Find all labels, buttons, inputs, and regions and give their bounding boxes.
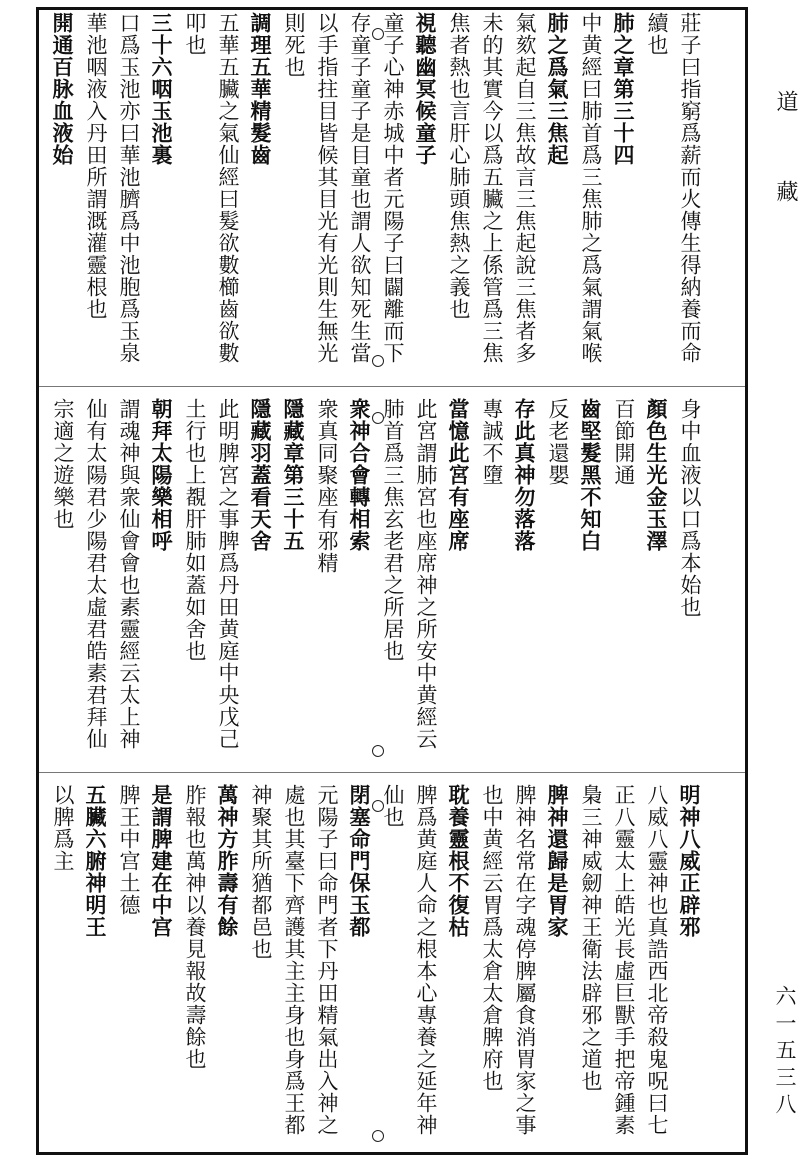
verse-heading-column: 當憶此宮有座席 [446, 398, 471, 552]
punch-hole-marker [372, 1130, 384, 1142]
commentary-column: 百節開通 [612, 398, 636, 486]
panel-divider-1 [39, 386, 745, 387]
commentary-column: 以脾爲主 [51, 784, 75, 872]
commentary-column: 脾爲黄庭人命之根本心專養之延年神 [414, 784, 438, 1136]
verse-heading-column: 五臟六腑神明王 [83, 784, 108, 938]
text-panel-middle [44, 398, 706, 770]
commentary-column: 未的其實今以爲五臟之上係管爲三焦 [480, 12, 504, 364]
verse-heading-column: 衆神合會轉相索 [347, 398, 372, 552]
verse-heading-column: 開通百脉血液始 [50, 12, 75, 166]
commentary-column: 正八靈太上皓光長虛巨獸手把帝鍾素 [612, 784, 636, 1136]
verse-heading-column: 朝拜太陽樂相呼 [149, 398, 174, 552]
commentary-column: 謂魂神與衆仙會會也素靈經云太上神 [117, 398, 141, 750]
verse-heading-column: 肺之章第三十四 [611, 12, 636, 166]
commentary-column: 續也 [645, 12, 669, 56]
commentary-column: 梟三神威劒神王衛法辟邪之道也 [579, 784, 603, 1092]
side-label-dao: 道 [773, 90, 798, 122]
verse-heading-column: 脾神還歸是胃家 [545, 784, 570, 938]
commentary-column: 五華五臟之氣仙經曰髮欲數櫛齒欲數 [216, 12, 240, 364]
commentary-column: 此宮謂肺宮也座席神之所安中黄經云 [414, 398, 438, 750]
commentary-column: 八威八靈神也真誥西北帝殺鬼呪曰七 [645, 784, 669, 1136]
commentary-column: 處也其臺下齊護其主主身也身爲王都 [282, 784, 306, 1136]
verse-heading-column: 存此真神勿落落 [512, 398, 537, 552]
verse-heading-column: 隱藏章第三十五 [281, 398, 306, 552]
verse-heading-column: 顏色生光金玉澤 [644, 398, 669, 552]
commentary-column: 衆真同聚座有邪精 [315, 398, 339, 574]
punch-hole-marker [372, 745, 384, 757]
punch-hole-marker [372, 355, 384, 367]
commentary-column: 胙報也萬神以養見報故壽餘也 [183, 784, 207, 1070]
commentary-column: 仙有太陽君少陽君太虛君皓素君拜仙 [84, 398, 108, 750]
verse-heading-column: 三十六咽玉池裏 [149, 12, 174, 166]
commentary-column: 莊子曰指窮爲薪而火傳生得納養而命 [678, 12, 702, 364]
verse-heading-column: 耽養靈根不復枯 [446, 784, 471, 938]
commentary-column: 仙也 [381, 784, 405, 828]
commentary-column: 反老還嬰 [546, 398, 570, 486]
side-label-zang: 藏 [773, 180, 798, 212]
commentary-column: 脾神名常在字魂停脾屬食消胃家之事 [513, 784, 537, 1136]
commentary-column: 肺首爲三焦玄老君之所居也 [381, 398, 405, 662]
verse-heading-column: 萬神方胙壽有餘 [215, 784, 240, 938]
commentary-column: 中黄經曰肺首爲三焦肺之爲氣謂氣喉 [579, 12, 603, 364]
commentary-column: 口爲玉池亦曰華池臍爲中池胞爲玉泉 [117, 12, 141, 364]
punch-hole-marker [372, 28, 384, 40]
verse-heading-column: 是謂脾建在中宫 [149, 784, 174, 938]
commentary-column: 脾王中宫土德 [117, 784, 141, 916]
punch-hole-marker [372, 800, 384, 812]
panel-divider-2 [39, 772, 745, 773]
commentary-column: 氣欬起自三焦故言三焦起說三焦者多 [513, 12, 537, 364]
verse-heading-column: 隱藏羽蓋看天舍 [248, 398, 273, 552]
commentary-column: 元陽子曰命門者下丹田精氣出入神之 [315, 784, 339, 1136]
commentary-column: 宗適之遊樂也 [51, 398, 75, 530]
commentary-column: 土行也上覩肝肺如蓋如舍也 [183, 398, 207, 662]
commentary-column: 專誠不墮 [480, 398, 504, 486]
commentary-column: 身中血液以口爲本始也 [678, 398, 702, 618]
verse-heading-column: 齒堅髮黑不知白 [578, 398, 603, 552]
punch-hole-marker [372, 412, 384, 424]
text-panel-bottom [44, 784, 706, 1156]
commentary-column: 神聚其所猶都邑也 [249, 784, 273, 960]
commentary-column: 存童子童子是目童也謂人欲知死生當 [348, 12, 372, 364]
commentary-column: 也中黄經云胃爲太倉太倉脾府也 [480, 784, 504, 1092]
commentary-column: 則死也 [282, 12, 306, 78]
commentary-column: 童子心神赤城中者元陽子曰闢離而下 [381, 12, 405, 364]
text-panel-top [44, 12, 706, 384]
commentary-column: 叩也 [183, 12, 207, 56]
verse-heading-column: 視聽幽冥候童子 [413, 12, 438, 166]
verse-heading-column: 明神八威正辟邪 [677, 784, 702, 938]
verse-heading-column: 閉塞命門保玉都 [347, 784, 372, 938]
verse-heading-column: 調理五華精髮齒 [248, 12, 273, 166]
page-number: 六一五三八 [773, 985, 797, 1120]
commentary-column: 焦者熱也言肝心肺頭焦熱之義也 [447, 12, 471, 320]
commentary-column: 此明脾宮之事脾爲丹田黄庭中央戊己 [216, 398, 240, 750]
commentary-column: 以手指拄目皆候其目光有光則生無光 [315, 12, 339, 364]
commentary-column: 華池咽液入丹田所謂溉灌靈根也 [84, 12, 108, 320]
verse-heading-column: 肺之爲氣三焦起 [545, 12, 570, 166]
